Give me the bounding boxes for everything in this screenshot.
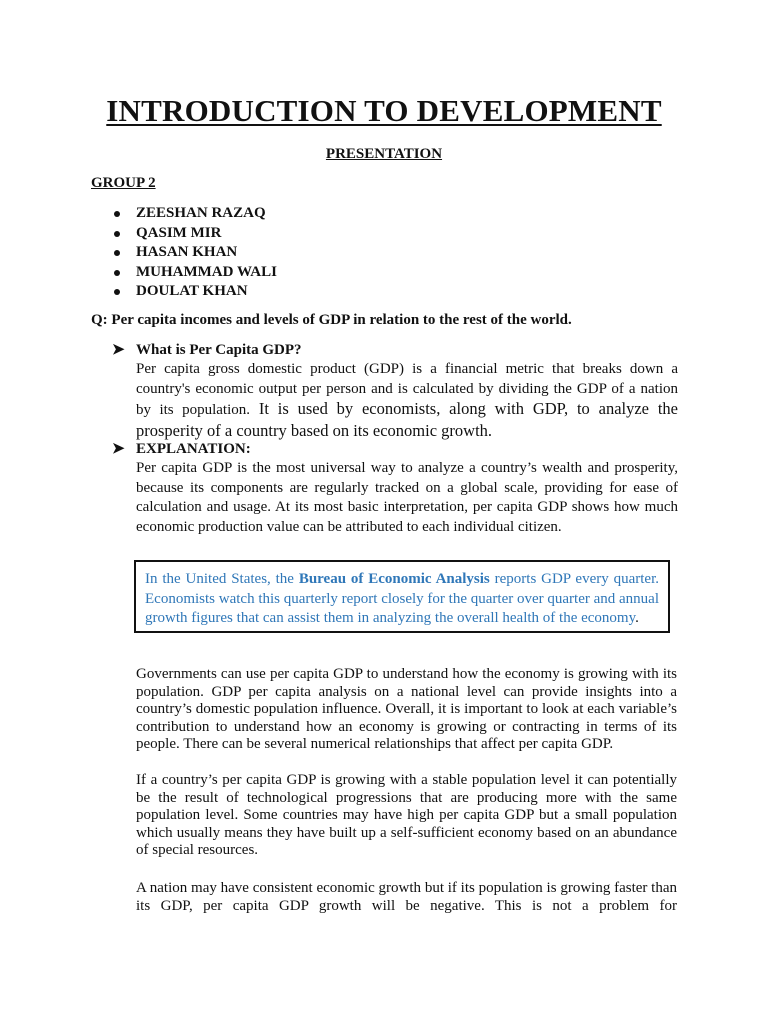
question-heading: Q: Per capita incomes and levels of GDP in relation to the rest of the world. [91, 312, 572, 328]
section-heading [112, 439, 678, 459]
section-heading [112, 340, 678, 360]
callout-lead: In the United States, the [145, 571, 299, 587]
callout-rest: reports GDP every quarter. Economists watch this quarterly report closely for the quarter over quarter and annual growth figures that can assist them in analyzing the overall health of the economy [145, 571, 659, 626]
section-body-a: Per capita gross domestic product (GDP) is a financial metric that breaks down a country's economic output per person and is calculated by dividing the GDP of a nation by its population. [136, 361, 678, 418]
callout-box [134, 560, 670, 633]
bullet-dot-icon [114, 270, 120, 276]
group-heading: GROUP 2 [91, 175, 156, 191]
section-explanation [112, 439, 678, 537]
callout-emphasis: Bureau of Economic Analysis [298, 571, 490, 587]
list-item [91, 263, 277, 283]
bullet-dot-icon [114, 289, 120, 295]
bullet-dot-icon [114, 211, 120, 217]
arrowhead-bullet-icon: ➤ [112, 342, 125, 358]
document-title: INTRODUCTION TO DEVELOPMENT [106, 93, 662, 128]
section-body-b: It is used by economists, along with GDP, to analyze the prosperity of a country based on its economic growth. [136, 399, 678, 440]
section-heading-label: What is Per Capita GDP? [136, 342, 302, 358]
paragraph: A nation may have consistent economic growth but if its population is growing faster than its GDP, per capita GDP growth will be negative. This is not a problem for [136, 880, 677, 914]
arrowhead-bullet-icon: ➤ [112, 441, 125, 457]
bullet-dot-icon [114, 250, 120, 256]
member-list [91, 204, 277, 302]
member-name: DOULAT KHAN [136, 283, 248, 299]
bullet-dot-icon [114, 231, 120, 237]
list-item [91, 243, 277, 263]
list-item [91, 204, 277, 224]
member-name: QASIM MIR [136, 224, 222, 241]
document-subtitle: PRESENTATION [325, 146, 443, 162]
section-heading-label: EXPLANATION: [136, 441, 251, 457]
paragraph: Governments can use per capita GDP to understand how the economy is growing with its population. GDP per capita analysis on a national level can provide insights into a country’s domestic population influence. Overall, it is important to look at each variable’s contribution to understand how an economy is growing or contracting in terms of its people. There can be several numerical relationships that affect per capita GDP. [136, 666, 677, 752]
section-body: Per capita GDP is the most universal way to analyze a country’s wealth and prosperity, because its components are regularly tracked on a global scale, providing for ease of calculation and usage. At its most basic interpretation, per capita GDP shows how much economic production value can be attributed to each individual citizen. [136, 460, 678, 535]
section-what-is-gdp [112, 340, 678, 442]
list-item [91, 282, 277, 302]
callout-tail: . [635, 610, 639, 626]
list-item [91, 224, 277, 244]
member-name: MUHAMMAD WALI [136, 263, 277, 280]
paragraph: If a country’s per capita GDP is growing with a stable population level it can potentially be the result of technological progressions that are producing more with the same population level. Some countries may have high per capita GDP but a small population which usually means they have built up a self-sufficient economy based on an abundance of special resources. [136, 772, 677, 858]
member-name: ZEESHAN RAZAQ [136, 205, 266, 221]
member-name: HASAN KHAN [136, 244, 238, 260]
section-body [112, 360, 678, 442]
